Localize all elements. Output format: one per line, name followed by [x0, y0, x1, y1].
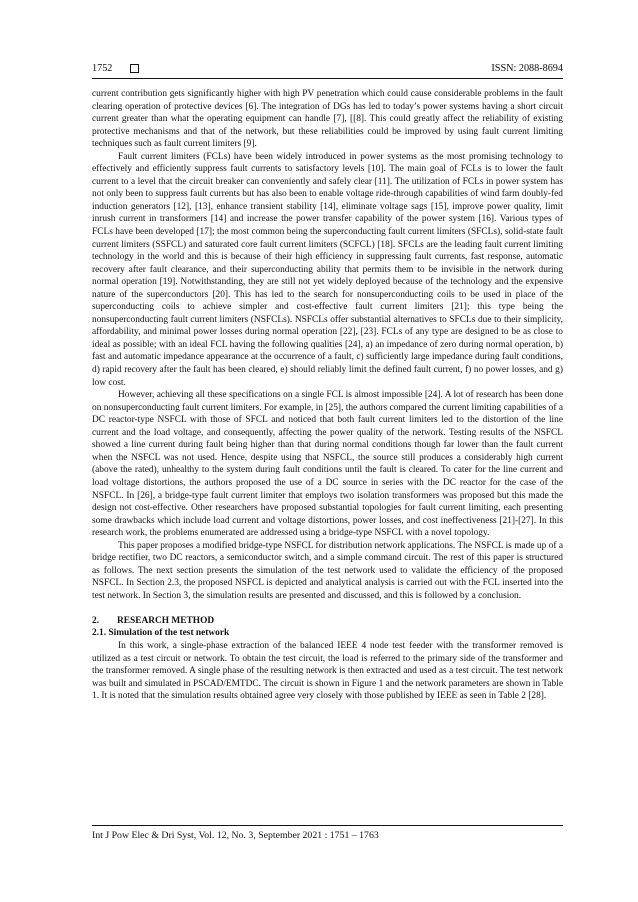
footer-rule [92, 825, 563, 826]
body-paragraph-1: current contribution gets significantly higher with high PV penetration which could cause considerable problems in the fault clearing operation of protective devices [6]. The integration of DGs has led to today’s power systems having a short circuit current greater than what the operating equipment can handle [7], [[8]. This could greatly affect the reliability of existing protective mechanisms and that of the network, but these reliabilities could be improved by using fault current limiting techniques such as fault current limiters [9]. [92, 89, 563, 150]
body-paragraph-4: This paper proposes a modified bridge-type NSFCL for distribution network applications. The NSFCL is made up of a bridge rectifier, two DC reactors, a semiconductor switch, and a simple command circuit. The rest of this paper is structured as follows. The next section presents the simulation of the test network used to validate the efficiency of the proposed NSFCL. In Section 2.3, the proposed NSFCL is depicted and analytical analysis is carried out with the FCL inserted into the test network. In Section 3, the simulation results are presented and discussed, and this is followed by a conclusion. [92, 540, 563, 601]
running-header [92, 62, 563, 76]
body-paragraph-2: Fault current limiters (FCLs) have been widely introduced in power systems as the most promising technology to effectively and efficiently suppress fault currents to satisfactory levels [10]. The main goal of FCLs is to lower the fault current to a level that the circuit breaker can conveniently and safely clear [11]. The utilization of FCLs in power system has not only been to suppress fault currents but has also been to enable voltage ride-through capabilities of wind farm doubly-fed induction generators [12], [13], enhance transient stability [14], eliminate voltage sags [15], improve power quality, limit inrush current in transformers [14] and increase the power transfer capability of the power system [16]. Various types of FCLs have been developed [17]; the most common being the superconducting fault current limiters (SFCLs), solid-state fault current limiters (SSFCL) and saturated core fault current limiters (SCFCL) [18]. SFCLs are the leading fault current limiting technology in the world and this is because of their high efficiency in suppressing fault currents, fast response, automatic recovery after fault clearance, and their superconducting ability that permits them to be invisible in the network during normal operation [19]. Notwithstanding, they are still not yet widely deployed because of the technology and the expensive nature of the superconductors [20]. This has led to the search for nonsuperconducting coils to be used in place of the superconducting coils to achieve simpler and cost-effective fault current limiters [21]; this type being the nonsuperconducting fault current limiters (NSFCLs). NSFCLs offer substantial alternatives to SFCLs due to their simplicity, affordability, and minimal power losses during normal operation [22], [23]. FCLs of any type are designed to be as close to ideal as possible; with an ideal FCL having the following qualities [24], a) an impedance of zero during normal operation, b) fast and automatic impedance appearance at the occurrence of a fault, c) sufficiently large impedance during fault conditions, d) rapid recovery after the fault has been cleared, e) should reliably limit the defined fault current, f) no power losses, and g) low cost. [92, 151, 563, 388]
page-number: 1752 [92, 63, 113, 74]
section-title: RESEARCH METHOD [117, 615, 215, 626]
square-bullet-icon [130, 64, 139, 73]
header-rule [92, 78, 563, 79]
journal-citation: Int J Pow Elec & Dri Syst, Vol. 12, No. 3, September 2021 : 1751 – 1763 [92, 830, 379, 841]
section-number: 2. [92, 615, 100, 626]
article-body [92, 88, 563, 703]
body-paragraph-3: However, achieving all these specifications on a single FCL is almost impossible [24]. A lot of research has been done on nonsuperconducting fault current limiters. For example, in [25], the authors compared the current limiting capabilities of a DC reactor-type NSFCL with those of SFCL and noticed that both fault current limiters led to the distortion of the line current and the load voltage, and consequently, affecting the power quality of the network. Testing results of the NSFCL showed a line current during fault being higher than that during normal conditions though far lower than the fault current when the NSFCL was not used. Hence, despite using that NSFCL, the source still produces a considerably high current (above the rated), unhealthy to the system during fault conditions until the fault is cleared. To cater for the line current and load voltage distortions, the authors proposed the use of a DC source in series with the DC reactor for the case of the NSFCL. In [26], a bridge-type fault current limiter that employs two isolation transformers was proposed but this made the design not cost-effective. Other researchers have proposed substantial topologies for fault current limiting, each presenting some drawbacks which include load current and voltage distortions, power losses, and cost ineffectiveness [21]-[27]. In this research work, the problems enumerated are addressed using a bridge-type NSFCL with a novel topology. [92, 390, 563, 539]
section-heading [92, 615, 563, 628]
subsection-heading: 2.1. Simulation of the test network [92, 628, 230, 639]
section-paragraph: In this work, a single-phase extraction of the balanced IEEE 4 node test feeder with the transformer removed is utilized as a test circuit or network. To obtain the test circuit, the load is referred to the primary side of the transformer and the transformer removed. A single phase of the resulting network is then extracted and used as a test circuit. The test network was built and simulated in PSCAD/EMTDC. The circuit is shown in Figure 1 and the network parameters are shown in Table 1. It is noted that the simulation results obtained agree very closely with those published by IEEE as seen in Table 2 [28]. [92, 641, 563, 702]
issn-label: ISSN: 2088-8694 [491, 63, 563, 74]
